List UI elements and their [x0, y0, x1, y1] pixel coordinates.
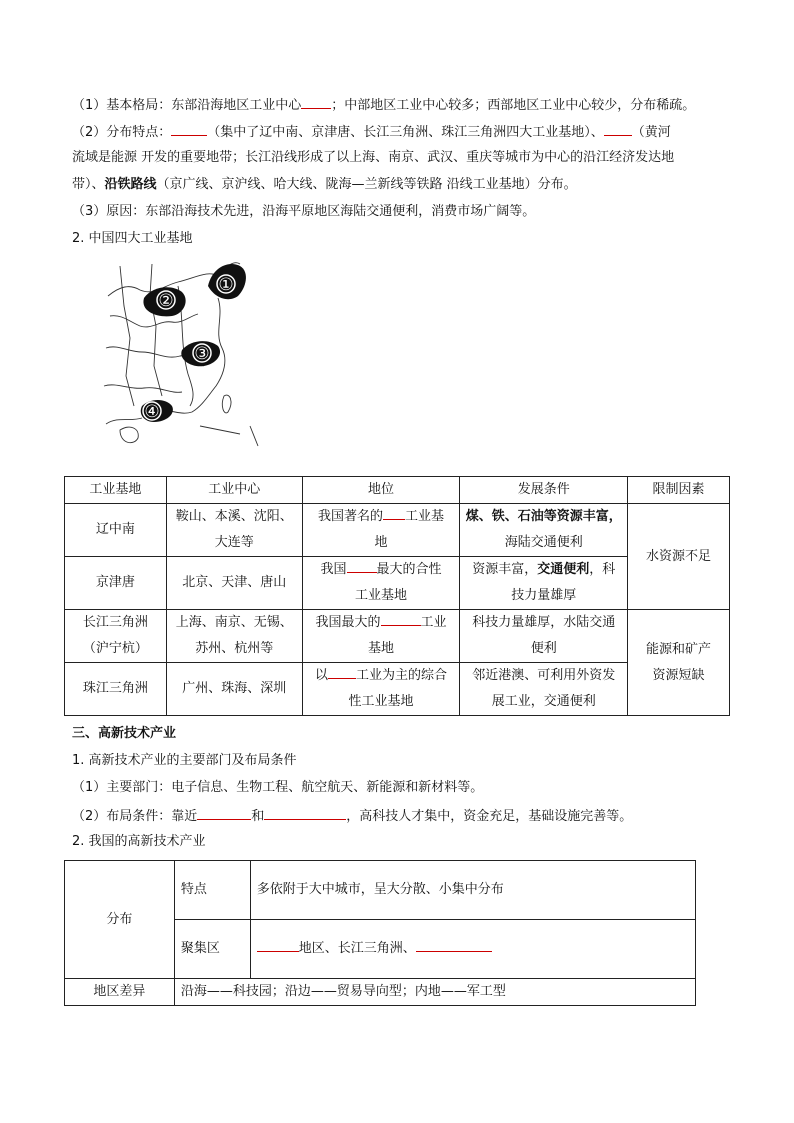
table-row: [65, 504, 730, 557]
base-conditions: 科技力量雄厚，水陆交通 便利: [460, 610, 628, 663]
fill-blank[interactable]: [381, 611, 421, 626]
header-cell: 工业基地: [65, 477, 167, 504]
map-label-3: ③: [194, 344, 210, 364]
table-row: [65, 861, 696, 920]
row-label: 特点: [174, 861, 250, 920]
base-status: 我国 最大的合性 工业基地: [302, 557, 460, 610]
header-cell: 地位: [302, 477, 460, 504]
base-limit: 水资源不足: [628, 504, 730, 610]
base-status: 我国最大的 工业 基地: [302, 610, 460, 663]
row-label: 地区差异: [65, 979, 175, 1006]
fill-blank[interactable]: [301, 94, 331, 109]
fill-blank[interactable]: [197, 805, 251, 820]
industrial-base-table: [64, 476, 730, 716]
base-conditions: 煤、铁、石油等资源丰富， 海陆交通便利: [460, 504, 628, 557]
base-centers: 鞍山、本溪、沈阳、 大连等: [166, 504, 302, 557]
header-cell: 工业中心: [166, 477, 302, 504]
para-layout-conditions: （2）布局条件：靠近 和 ，高科技人才集中，资金充足，基础设施完善等。: [72, 805, 632, 827]
china-industrial-base-map: [100, 256, 265, 452]
fill-blank[interactable]: [171, 121, 207, 136]
group-label: 分布: [65, 861, 175, 979]
para-basic-pattern: （1）基本格局：东部沿海地区工业中心 ；中部地区工业中心较多；西部地区工业中心较少，分布稀疏。: [72, 94, 695, 116]
heading-four-bases: 2. 中国四大工业基地: [72, 231, 193, 246]
base-name: 长江三角洲 （沪宁杭）: [65, 610, 167, 663]
base-name: 辽中南: [65, 504, 167, 557]
para-reason: （3）原因：东部沿海技术先进，沿海平原地区海陆交通便利，消费市场广阔等。: [72, 204, 536, 219]
para-distribution-line2: 流域是能源 开发的重要地带；长江沿线形成了以上海、南京、武汉、重庆等城市为中心的沿江经济发达地: [72, 150, 675, 165]
base-centers: 广州、珠海、深圳: [166, 663, 302, 716]
row-label: 聚集区: [174, 920, 250, 979]
para-distribution-line3: 带）、沿铁路线（京广线、京沪线、哈大线、陇海—兰新线等铁路 沿线工业基地）分布。: [72, 177, 577, 192]
row-value: 多依附于大中城市，呈大分散、小集中分布: [250, 861, 695, 920]
fill-blank[interactable]: [416, 937, 492, 952]
row-value: 沿海——科技园；沿边——贸易导向型；内地——军工型: [174, 979, 695, 1006]
high-tech-table: [64, 860, 696, 1006]
heading-sectors: 1. 高新技术产业的主要部门及布局条件: [72, 753, 297, 768]
table-header-row: [65, 477, 730, 504]
map-label-1: ①: [218, 275, 234, 295]
base-status: 以 工业为主的综合 性工业基地: [302, 663, 460, 716]
heading-china-high-tech: 2. 我国的高新技术产业: [72, 834, 206, 849]
header-cell: 限制因素: [628, 477, 730, 504]
map-label-4: ④: [144, 402, 160, 422]
fill-blank[interactable]: [328, 664, 356, 679]
base-conditions: 邻近港澳、可利用外资发 展工业，交通便利: [460, 663, 628, 716]
base-centers: 上海、南京、无锡、 苏州、杭州等: [166, 610, 302, 663]
fill-blank[interactable]: [383, 505, 405, 520]
para-sectors: （1）主要部门：电子信息、生物工程、航空航天、新能源和新材料等。: [72, 780, 484, 795]
heading-high-tech: 三、高新技术产业: [72, 726, 177, 741]
table-row: [65, 979, 696, 1006]
base-limit: 能源和矿产 资源短缺: [628, 610, 730, 716]
base-name: 珠江三角洲: [65, 663, 167, 716]
base-name: 京津唐: [65, 557, 167, 610]
header-cell: 发展条件: [460, 477, 628, 504]
fill-blank[interactable]: [264, 805, 346, 820]
para-distribution-line1: （2）分布特点： （集中了辽中南、京津唐、长江三角洲、珠江三角洲四大工业基地）、 （黄河: [72, 121, 671, 143]
base-centers: 北京、天津、唐山: [166, 557, 302, 610]
fill-blank[interactable]: [257, 937, 299, 952]
fill-blank[interactable]: [347, 558, 377, 573]
base-status: 我国著名的 工业基 地: [302, 504, 460, 557]
row-value: 地区、长江三角洲、: [250, 920, 695, 979]
map-label-2: ②: [158, 291, 174, 311]
table-row: [65, 610, 730, 663]
fill-blank[interactable]: [604, 121, 632, 136]
base-conditions: 资源丰富，交通便利，科 技力量雄厚: [460, 557, 628, 610]
